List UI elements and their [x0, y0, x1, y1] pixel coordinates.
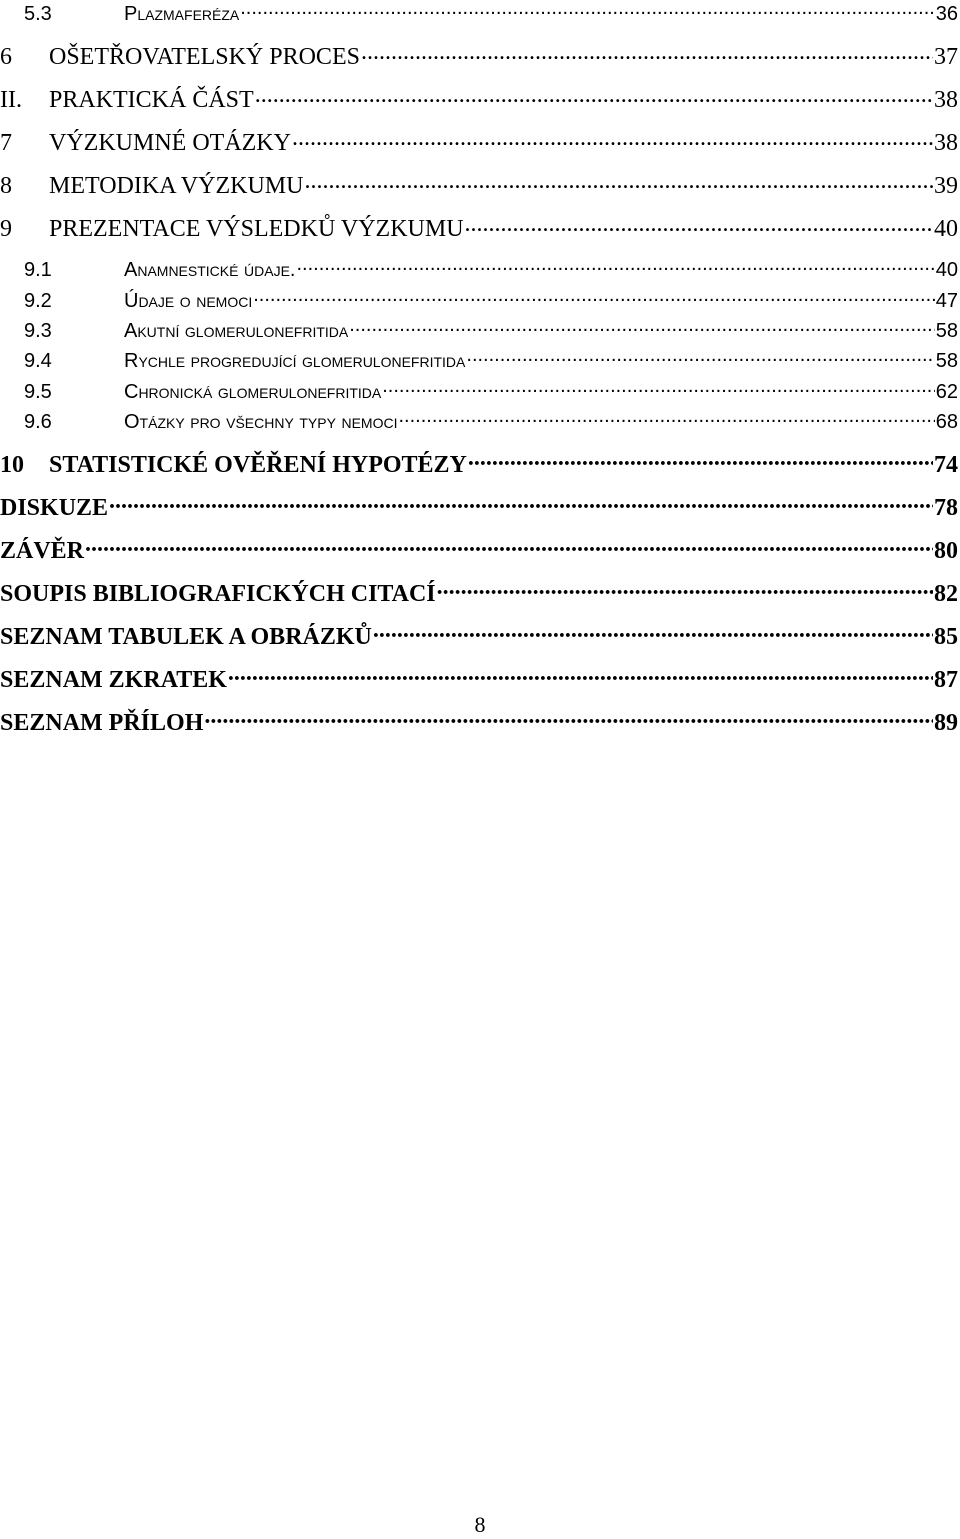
toc-entry-number: 9.2: [24, 290, 52, 312]
toc-entry-title: SEZNAM TABULEK A OBRÁZKŮ: [0, 624, 372, 650]
toc-entry-title: DISKUZE: [0, 495, 109, 521]
toc-entry-page: 38: [934, 130, 958, 156]
toc-dot-leader: [109, 491, 933, 515]
toc-entry-9-1[interactable]: [0, 256, 958, 290]
toc-entry-appendices[interactable]: [0, 706, 958, 740]
toc-dot-leader: [399, 408, 935, 428]
toc-dot-leader: [228, 663, 933, 687]
toc-entry-page: 87: [934, 667, 958, 693]
toc-entry-page: 40: [934, 216, 958, 242]
toc-entry-page: 74: [934, 452, 958, 478]
toc-entry-page: 82: [934, 581, 958, 607]
toc-entry-abbreviations[interactable]: [0, 663, 958, 697]
toc-dot-leader: [465, 212, 933, 236]
toc-entry-title: OŠETŘOVATELSKÝ PROCES: [49, 44, 360, 70]
toc-entry-number: 6: [0, 44, 12, 70]
toc-entry-page: 89: [934, 710, 958, 736]
toc-entry-5-3[interactable]: [0, 0, 958, 34]
toc-entry-9-5[interactable]: [0, 378, 958, 412]
toc-entry-page: 39: [934, 173, 958, 199]
toc-entry-title: Anamnestické údaje.: [124, 259, 296, 281]
toc-entry-9-4[interactable]: [0, 347, 958, 381]
toc-entry-zaver[interactable]: [0, 534, 958, 568]
toc-dot-leader: [468, 448, 933, 472]
toc-entry-number: 7: [0, 130, 12, 156]
toc-entry-page: 38: [934, 87, 958, 113]
toc-entry-title: VÝZKUMNÉ OTÁZKY: [49, 130, 291, 156]
toc-entry-page: 47: [935, 290, 958, 312]
toc-entry-title: STATISTICKÉ OVĚŘENÍ HYPOTÉZY: [49, 452, 467, 478]
toc-entry-number: 8: [0, 173, 12, 199]
toc-dot-leader: [85, 534, 933, 558]
toc-entry-title: SEZNAM ZKRATEK: [0, 667, 227, 693]
toc-entry-bibliography[interactable]: [0, 577, 958, 611]
toc-entry-page: 40: [935, 259, 958, 281]
toc-entry-title: Plazmaferéza: [124, 3, 240, 25]
toc-entry-title: METODIKA VÝZKUMU: [49, 173, 304, 199]
toc-entry-title: Akutní glomerulonefritida: [124, 320, 349, 342]
toc-entry-title: PREZENTACE VÝSLEDKŮ VÝZKUMU: [49, 216, 464, 242]
toc-entry-title: SOUPIS BIBLIOGRAFICKÝCH CITACÍ: [0, 581, 436, 607]
toc-dot-leader: [204, 706, 933, 730]
toc-entry-title: ZÁVĚR: [0, 538, 85, 564]
toc-entry-number: II.: [0, 87, 22, 113]
toc-entry-6[interactable]: [0, 40, 958, 74]
toc-entry-number: 10: [0, 452, 24, 478]
toc-dot-leader: [437, 577, 933, 601]
toc-entry-7[interactable]: [0, 126, 958, 160]
toc-entry-title: PRAKTICKÁ ČÁST: [49, 87, 254, 113]
toc-entry-page: 37: [934, 44, 958, 70]
toc-entry-9-2[interactable]: [0, 287, 958, 321]
toc-entry-page: 62: [935, 381, 958, 403]
toc-dot-leader: [382, 378, 935, 398]
toc-entry-title: Chronická glomerulonefritida: [124, 381, 382, 403]
toc-dot-leader: [240, 0, 935, 20]
toc-dot-leader: [292, 126, 933, 150]
toc-entry-title: Údaje o nemoci: [124, 290, 253, 312]
toc-entry-number: 9.1: [24, 259, 52, 281]
toc-entry-page: 36: [935, 3, 958, 25]
toc-entry-diskuze[interactable]: [0, 491, 958, 525]
toc-entry-page: 58: [935, 320, 958, 342]
toc-entry-page: 68: [935, 411, 958, 433]
toc-dot-leader: [349, 317, 935, 337]
toc-entry-number: 9.6: [24, 411, 52, 433]
page-number-footer: [0, 1512, 960, 1538]
toc-entry-number: 5.3: [24, 3, 52, 25]
toc-entry-page: 80: [934, 538, 958, 564]
toc-dot-leader: [373, 620, 933, 644]
toc-entry-9[interactable]: [0, 212, 958, 246]
toc-entry-number: 9.4: [24, 350, 52, 372]
toc-entry-8[interactable]: [0, 169, 958, 203]
toc-dot-leader: [253, 287, 935, 307]
toc-entry-tables-figures[interactable]: [0, 620, 958, 654]
toc-entry-page: 78: [934, 495, 958, 521]
toc-entry-page: 58: [935, 350, 958, 372]
toc-dot-leader: [466, 347, 934, 367]
toc-entry-page: 85: [934, 624, 958, 650]
toc-entry-title: Otázky pro všechny typy nemoci: [124, 411, 398, 433]
toc-dot-leader: [296, 256, 934, 276]
toc-entry-number: 9.3: [24, 320, 52, 342]
toc-entry-9-3[interactable]: [0, 317, 958, 351]
toc-entry-10[interactable]: [0, 448, 958, 482]
toc-entry-ii[interactable]: [0, 83, 958, 117]
toc-dot-leader: [361, 40, 933, 64]
toc-dot-leader: [255, 83, 933, 107]
toc-entry-title: Rychle progredující glomerulonefritida: [124, 350, 466, 372]
toc-entry-title: SEZNAM PŘÍLOH: [0, 710, 204, 736]
toc-entry-9-6[interactable]: [0, 408, 958, 442]
toc-dot-leader: [304, 169, 933, 193]
toc-entry-number: 9.5: [24, 381, 52, 403]
page-number: 8: [474, 1512, 486, 1537]
toc-entry-number: 9: [0, 216, 12, 242]
